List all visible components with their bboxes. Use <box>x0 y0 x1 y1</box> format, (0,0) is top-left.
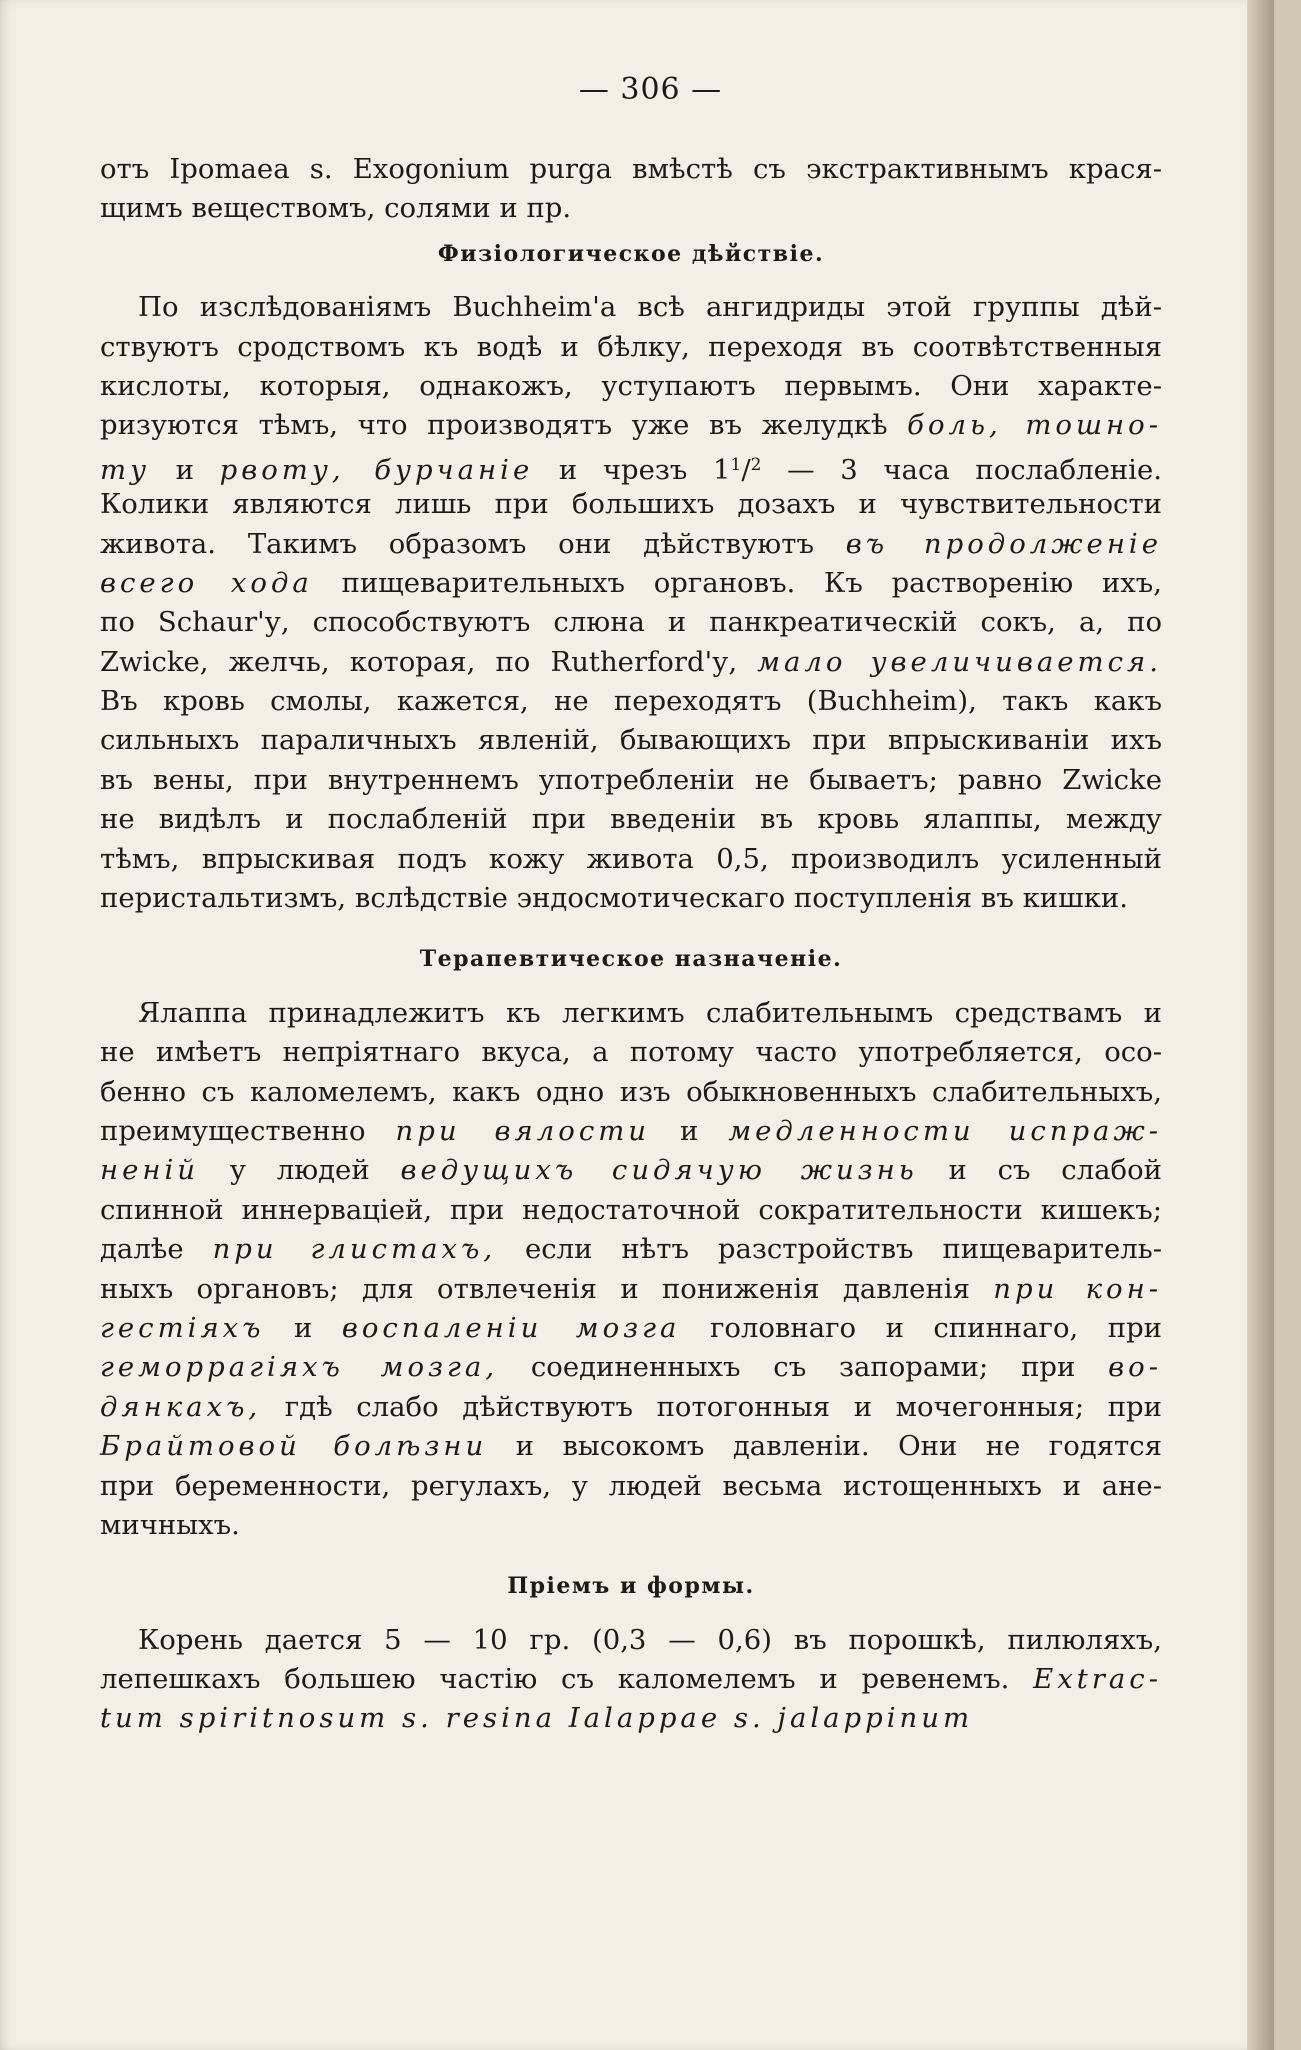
text-line <box>100 1660 1162 1699</box>
heading-physiological-action: Физіологическое дѣйствіе. <box>437 240 825 267</box>
spaced-emphasis: неній <box>100 1154 200 1187</box>
spaced-emphasis: tum spiritnosum s. resina Ialappae s. jalappinum <box>100 1702 974 1735</box>
paragraph-physiological-action <box>100 288 1162 918</box>
heading-dosage-forms: Пріемъ и формы. <box>507 1573 755 1600</box>
text-line <box>100 1191 1162 1230</box>
spaced-emphasis: воспаленіи мозга <box>341 1311 681 1344</box>
spaced-emphasis: при кон- <box>993 1272 1163 1305</box>
text-line <box>100 1270 1162 1309</box>
spaced-emphasis: геморрагіяхъ мозга, <box>100 1351 499 1384</box>
text-run: у людей <box>199 1154 401 1187</box>
text-line <box>100 189 1162 228</box>
paragraph-intro <box>100 150 1162 229</box>
text-run: перистальтизмъ, вслѣдствіе эндосмотическаго поступленія въ кишки. <box>100 882 1128 915</box>
text-line <box>100 1699 1162 1738</box>
text-run: отъ Ipomaea s. Exogonium purga вмѣстѣ съ экстрактивнымъ крася- <box>100 153 1162 185</box>
page-edge-shadow <box>1247 0 1274 2050</box>
spaced-emphasis: боль, тошно- <box>907 409 1162 442</box>
fraction-part: 1 <box>730 454 742 475</box>
spaced-emphasis: Extrac- <box>1033 1663 1162 1696</box>
text-run: Ялаппа принадлежитъ къ легкимъ слабительнымъ средствамъ и <box>138 996 1162 1029</box>
spaced-emphasis: при вялости <box>395 1114 651 1147</box>
page-number: — 306 — <box>578 72 723 107</box>
text-line <box>100 721 1162 760</box>
text-run: Колики являются лишь при большихъ дозахъ и чувствительности <box>100 488 1162 521</box>
text-line <box>100 643 1162 682</box>
text-run: ствуютъ сродствомъ къ водѣ и бѣлку, переходя въ соотвѣтственныя <box>100 330 1162 363</box>
text-run: и <box>650 1114 729 1147</box>
text-run: кислоты, которыя, однакожъ, уступаютъ первымъ. Они характе- <box>100 369 1162 402</box>
text-run: далѣе <box>100 1233 213 1266</box>
text-line <box>100 800 1162 839</box>
text-line <box>100 1388 1162 1427</box>
text-run: мичныхъ. <box>100 1508 240 1541</box>
text-line <box>100 879 1162 918</box>
text-line <box>100 1112 1162 1151</box>
text-run: и <box>264 1311 342 1344</box>
spaced-emphasis: ту <box>100 453 151 486</box>
text-run: гдѣ слабо дѣйствуютъ потогонныя и мочегонныя; при <box>261 1390 1162 1423</box>
text-line <box>100 1033 1162 1072</box>
text-run: тѣмъ, впрыскивая подъ кожу живота 0,5, производилъ усиленный <box>100 842 1162 875</box>
text-run: / <box>741 453 751 486</box>
spaced-emphasis: ведущихъ сидячую жизнь <box>400 1154 918 1187</box>
text-line <box>100 840 1162 879</box>
spaced-emphasis: всего хода <box>100 566 313 599</box>
text-line <box>100 1467 1162 1506</box>
spaced-emphasis: во- <box>1108 1351 1162 1384</box>
text-run: По изслѣдованіямъ Buchheim'а всѣ ангидриды этой группы дѣй- <box>138 291 1162 324</box>
text-run: живота. Такимъ образомъ они дѣйствуютъ <box>100 527 846 560</box>
text-line <box>100 1348 1162 1387</box>
text-line <box>100 1427 1162 1466</box>
text-line <box>100 406 1162 445</box>
text-run: въ вены, при внутреннемъ употребленіи не бываетъ; равно Zwicke <box>100 763 1162 796</box>
text-run: Въ кровь смолы, кажется, не переходятъ (Buchheim), такъ какъ <box>100 685 1162 718</box>
spaced-emphasis: дянкахъ, <box>100 1390 262 1423</box>
text-run: лепешкахъ большею частію съ каломелемъ и ревенемъ. <box>100 1663 1034 1696</box>
text-run: не имѣетъ непріятнаго вкуса, а потому часто употребляется, осо- <box>100 1036 1162 1069</box>
text-run: соединенныхъ съ запорами; при <box>498 1351 1109 1384</box>
spaced-emphasis: рвоту, бурчаніе <box>219 453 534 486</box>
text-line <box>100 994 1162 1033</box>
text-line <box>100 1151 1162 1190</box>
text-run: по Schaur'у, способствуютъ слюна и панкреатическій сокъ, а, по <box>100 606 1162 639</box>
text-line <box>100 485 1162 524</box>
text-line <box>100 564 1162 603</box>
text-run: ныхъ органовъ; для отвлеченія и пониженія давленія <box>100 1272 994 1305</box>
text-run: — 3 часа послабленіе. <box>761 453 1162 486</box>
text-run: головнаго и спиннаго, при <box>680 1311 1162 1344</box>
text-line <box>100 1506 1162 1545</box>
text-line <box>100 1073 1162 1112</box>
text-run: пищеварительныхъ органовъ. Къ раствоpенію ихъ, <box>312 566 1162 599</box>
fraction-part: 2 <box>750 454 762 475</box>
spaced-emphasis: гестіяхъ <box>100 1311 265 1344</box>
text-run: бенно съ каломелемъ, какъ одно изъ обыкновенныхъ слабительныхъ, <box>100 1075 1162 1108</box>
text-line <box>100 525 1162 564</box>
spaced-emphasis: Брайтовой болѣзни <box>100 1430 488 1463</box>
paragraph-therapeutic-use <box>100 994 1162 1545</box>
text-line <box>100 367 1162 406</box>
text-run: не видѣлъ и послабленій при введеніи въ кровь ялаппы, между <box>100 803 1162 836</box>
spaced-emphasis: при глистахъ, <box>212 1233 497 1266</box>
page-body <box>100 150 1162 1739</box>
spaced-emphasis: въ продолженіе <box>845 527 1162 560</box>
text-line <box>100 1309 1162 1348</box>
heading-therapeutic-use: Терапевтическое назначеніе. <box>419 946 843 973</box>
text-line <box>100 1230 1162 1269</box>
spaced-emphasis: мало увеличивается. <box>757 645 1162 678</box>
spaced-emphasis: медленности испраж- <box>728 1114 1162 1147</box>
text-run: Zwicke, желчь, которая, по Rutherford'у, <box>100 645 758 678</box>
text-run: сильныхъ параличныхъ явленій, бывающихъ при впрыскиваніи ихъ <box>100 724 1162 757</box>
text-run: и <box>150 453 220 486</box>
paragraph-dosage-forms <box>100 1621 1162 1739</box>
text-run: и чрезъ 1 <box>533 453 731 486</box>
text-line <box>100 288 1162 327</box>
text-run: спинной иннерваціей, при недостаточной сократительности кишекъ; <box>100 1193 1162 1226</box>
text-line <box>100 682 1162 721</box>
text-run: Корень дается 5 — 10 гр. (0,3 — 0,6) въ порошкѣ, пилюляхъ, <box>138 1623 1162 1656</box>
text-run: преимущественно <box>100 1114 396 1147</box>
text-run: и съ слабой <box>917 1154 1162 1187</box>
text-line <box>100 150 1162 189</box>
text-run: ризуются тѣмъ, что производятъ уже въ желудкѣ <box>100 409 908 442</box>
text-line <box>100 328 1162 367</box>
text-line <box>100 446 1162 485</box>
text-run: при беременности, регулахъ, у людей весьма истощенныхъ и ане- <box>100 1469 1162 1502</box>
text-line <box>100 761 1162 800</box>
text-run: щимъ веществомъ, солями и пр. <box>100 192 572 225</box>
text-run: и высокомъ давленіи. Они не годятся <box>487 1430 1162 1463</box>
text-line <box>100 603 1162 642</box>
text-run: если нѣтъ разстройствъ пищеваритель- <box>496 1233 1162 1266</box>
text-line <box>100 1621 1162 1660</box>
